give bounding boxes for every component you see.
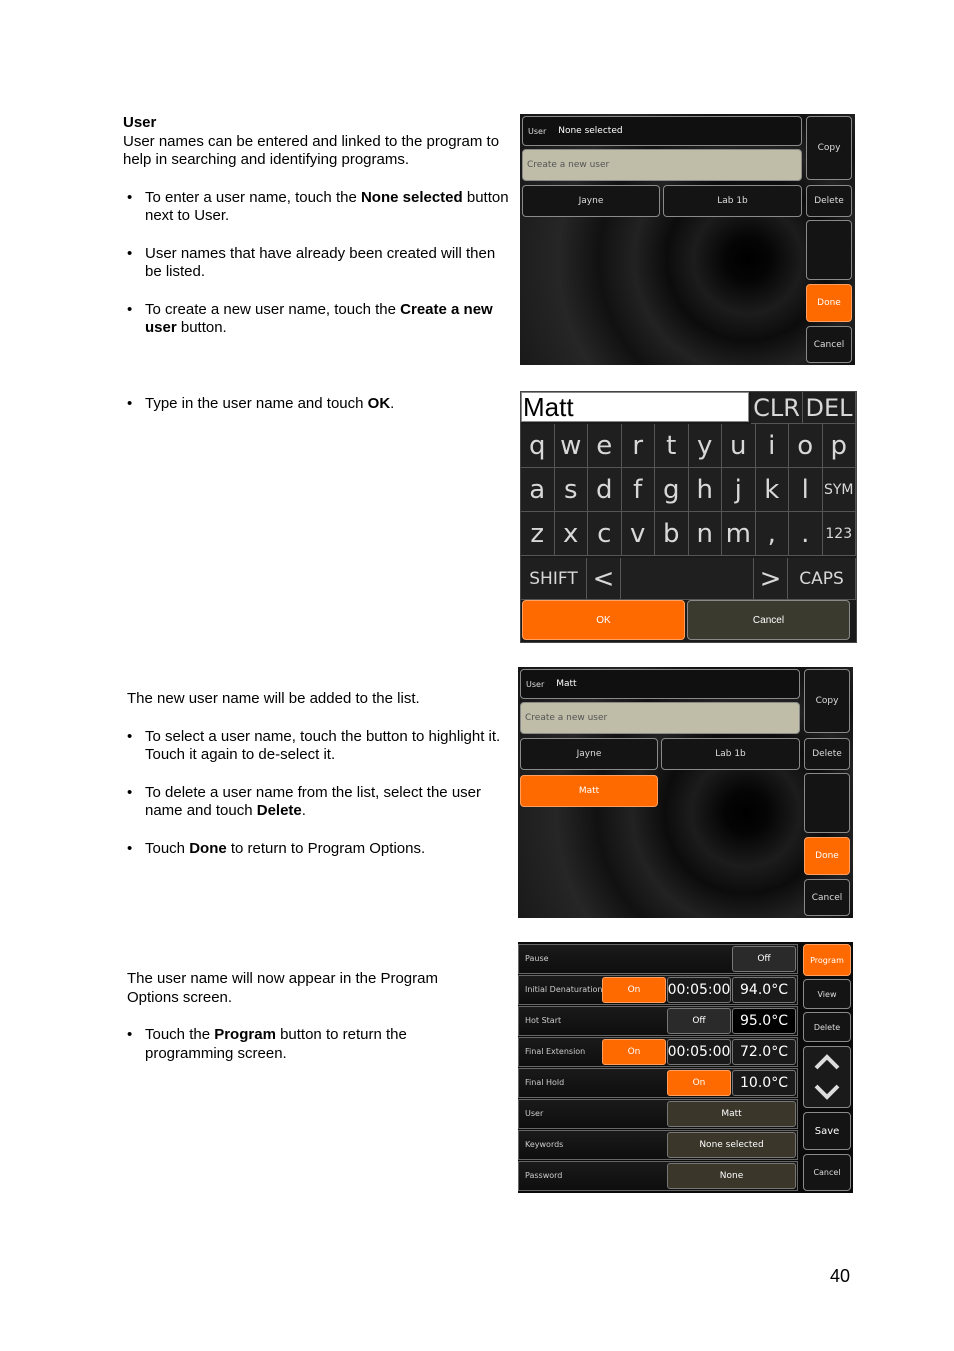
delete-button[interactable]: Delete bbox=[804, 738, 850, 770]
key-123[interactable]: 123 bbox=[823, 512, 857, 556]
ok-button[interactable]: OK bbox=[522, 600, 685, 640]
key-w[interactable]: w bbox=[555, 424, 589, 468]
del-key[interactable]: DEL bbox=[803, 392, 856, 424]
hot-start-toggle[interactable]: Off bbox=[667, 1008, 731, 1034]
section-user bbox=[123, 114, 513, 338]
option-row-pause bbox=[518, 944, 798, 974]
key-v[interactable]: v bbox=[622, 512, 656, 556]
done-button[interactable]: Done bbox=[806, 284, 852, 322]
key-i[interactable]: i bbox=[756, 424, 790, 468]
initial-denaturation-temp[interactable]: 94.0°C bbox=[732, 977, 796, 1003]
key-l[interactable]: l bbox=[789, 468, 823, 512]
user-button[interactable]: Jayne bbox=[522, 185, 660, 217]
keyboard-screen bbox=[520, 391, 857, 643]
chevron-down-icon[interactable] bbox=[813, 1082, 841, 1102]
shift-key[interactable]: SHIFT bbox=[521, 558, 587, 600]
user-label: User bbox=[526, 679, 545, 689]
user-value: None selected bbox=[558, 126, 623, 136]
key-h[interactable]: h bbox=[689, 468, 723, 512]
space-key[interactable] bbox=[621, 558, 754, 600]
bullet-item: • Type in the user name and touch OK. bbox=[123, 395, 513, 414]
option-row-user bbox=[518, 1099, 798, 1129]
user-select-screen bbox=[520, 114, 855, 365]
key-comma[interactable]: , bbox=[756, 512, 790, 556]
cancel-button[interactable]: Cancel bbox=[687, 600, 850, 640]
option-row-hot-start bbox=[518, 1006, 798, 1036]
user-button[interactable]: Lab 1b bbox=[661, 738, 800, 770]
key-g[interactable]: g bbox=[655, 468, 689, 512]
final-hold-temp[interactable]: 10.0°C bbox=[732, 1070, 796, 1096]
bullet-item: • Touch Done to return to Program Options. bbox=[123, 840, 517, 859]
user-list-screen bbox=[518, 667, 853, 918]
option-row-keywords bbox=[518, 1130, 798, 1160]
final-extension-toggle[interactable]: On bbox=[602, 1039, 666, 1065]
final-hold-toggle[interactable]: On bbox=[667, 1070, 731, 1096]
copy-button[interactable]: Copy bbox=[804, 669, 850, 733]
user-select-button[interactable]: Matt bbox=[667, 1101, 796, 1127]
bullet-item: • Touch the Program button to return the programming screen. bbox=[123, 1026, 477, 1063]
hot-start-temp[interactable]: 95.0°C bbox=[732, 1008, 796, 1034]
option-row-password bbox=[518, 1161, 798, 1191]
key-z[interactable]: z bbox=[521, 512, 555, 556]
cancel-button[interactable]: Cancel bbox=[806, 326, 852, 363]
section-type-name bbox=[123, 395, 513, 414]
row-label: Final Extension bbox=[525, 1047, 586, 1056]
section-new-user bbox=[127, 690, 517, 858]
row-label: Final Hold bbox=[525, 1078, 565, 1087]
password-select-button[interactable]: None bbox=[667, 1163, 796, 1189]
row-label: Initial Denaturation bbox=[525, 985, 603, 994]
section-heading: User bbox=[123, 114, 157, 131]
key-j[interactable]: j bbox=[722, 468, 756, 512]
left-arrow-key[interactable]: < bbox=[587, 558, 621, 600]
chevron-up-icon[interactable] bbox=[813, 1052, 841, 1072]
initial-denaturation-toggle[interactable]: On bbox=[602, 977, 666, 1003]
row-label: Keywords bbox=[525, 1140, 564, 1149]
user-field[interactable] bbox=[520, 669, 800, 699]
final-extension-temp[interactable]: 72.0°C bbox=[732, 1039, 796, 1065]
key-x[interactable]: x bbox=[555, 512, 589, 556]
intro-text: The new user name will be added to the list. bbox=[127, 690, 420, 707]
key-r[interactable]: r bbox=[622, 424, 656, 468]
key-e[interactable]: e bbox=[588, 424, 622, 468]
key-c[interactable]: c bbox=[588, 512, 622, 556]
key-t[interactable]: t bbox=[655, 424, 689, 468]
row-label: Pause bbox=[525, 954, 549, 963]
user-button[interactable]: Jayne bbox=[520, 738, 658, 770]
create-user-button[interactable]: Create a new user bbox=[522, 149, 802, 181]
right-arrow-key[interactable]: > bbox=[754, 558, 788, 600]
user-button[interactable]: Lab 1b bbox=[663, 185, 802, 217]
key-k[interactable]: k bbox=[756, 468, 790, 512]
save-button[interactable]: Save bbox=[803, 1112, 851, 1150]
key-u[interactable]: u bbox=[722, 424, 756, 468]
cancel-button[interactable]: Cancel bbox=[803, 1154, 851, 1191]
initial-denaturation-time[interactable]: 00:05:00 bbox=[667, 977, 731, 1003]
scroll-buttons bbox=[803, 1046, 851, 1108]
clr-key[interactable]: CLR bbox=[751, 392, 803, 424]
user-label: User bbox=[528, 126, 547, 136]
key-y[interactable]: y bbox=[689, 424, 723, 468]
delete-button[interactable]: Delete bbox=[806, 185, 852, 217]
key-sym[interactable]: SYM bbox=[823, 468, 857, 512]
option-row-final-extension bbox=[518, 1037, 798, 1067]
key-m[interactable]: m bbox=[722, 512, 756, 556]
user-value: Matt bbox=[556, 679, 577, 689]
row-label: Password bbox=[525, 1171, 563, 1180]
final-extension-time[interactable]: 00:05:00 bbox=[667, 1039, 731, 1065]
option-row-initial-denaturation bbox=[518, 975, 798, 1005]
section-program-options bbox=[127, 970, 477, 1063]
page-number: 40 bbox=[829, 1266, 850, 1286]
program-options-screen bbox=[518, 942, 853, 1193]
intro-text: User names can be entered and linked to the program to help in searching and identifying programs. bbox=[123, 132, 500, 168]
empty-button[interactable] bbox=[806, 220, 852, 280]
empty-button[interactable] bbox=[804, 773, 850, 833]
row-label: User bbox=[525, 1109, 544, 1118]
bullet-item: • To create a new user name, touch the Create a new user button. bbox=[123, 301, 513, 338]
caps-key[interactable]: CAPS bbox=[788, 558, 856, 600]
bullet-item: • To delete a user name from the list, select the user name and touch Delete. bbox=[123, 784, 517, 821]
copy-button[interactable]: Copy bbox=[806, 116, 852, 180]
view-button[interactable]: View bbox=[803, 979, 851, 1009]
option-row-final-hold bbox=[518, 1068, 798, 1098]
bullet-item: • To select a user name, touch the button to highlight it. Touch it again to de-select it. bbox=[123, 728, 517, 765]
program-button[interactable]: Program bbox=[803, 944, 851, 976]
key-p[interactable]: p bbox=[823, 424, 857, 468]
delete-button[interactable]: Delete bbox=[803, 1012, 851, 1042]
key-n[interactable]: n bbox=[689, 512, 723, 556]
key-b[interactable]: b bbox=[655, 512, 689, 556]
done-button[interactable]: Done bbox=[804, 837, 850, 875]
key-s[interactable]: s bbox=[555, 468, 589, 512]
bullet-item: • User names that have already been created will then be listed. bbox=[123, 245, 513, 282]
key-d[interactable]: d bbox=[588, 468, 622, 512]
bullet-item: • To enter a user name, touch the None selected button next to User. bbox=[123, 189, 513, 226]
intro-text: The user name will now appear in the Program Options screen. bbox=[127, 970, 438, 1006]
key-f[interactable]: f bbox=[622, 468, 656, 512]
key-o[interactable]: o bbox=[789, 424, 823, 468]
key-a[interactable]: a bbox=[521, 468, 555, 512]
create-user-button[interactable]: Create a new user bbox=[520, 702, 800, 734]
keywords-select-button[interactable]: None selected bbox=[667, 1132, 796, 1158]
key-period[interactable]: . bbox=[789, 512, 823, 556]
name-input[interactable]: Matt bbox=[521, 392, 749, 422]
row-label: Hot Start bbox=[525, 1016, 562, 1025]
cancel-button[interactable]: Cancel bbox=[804, 879, 850, 916]
user-field[interactable] bbox=[522, 116, 802, 146]
key-q[interactable]: q bbox=[521, 424, 555, 468]
pause-toggle[interactable]: Off bbox=[732, 946, 796, 972]
user-button-selected[interactable]: Matt bbox=[520, 775, 658, 807]
